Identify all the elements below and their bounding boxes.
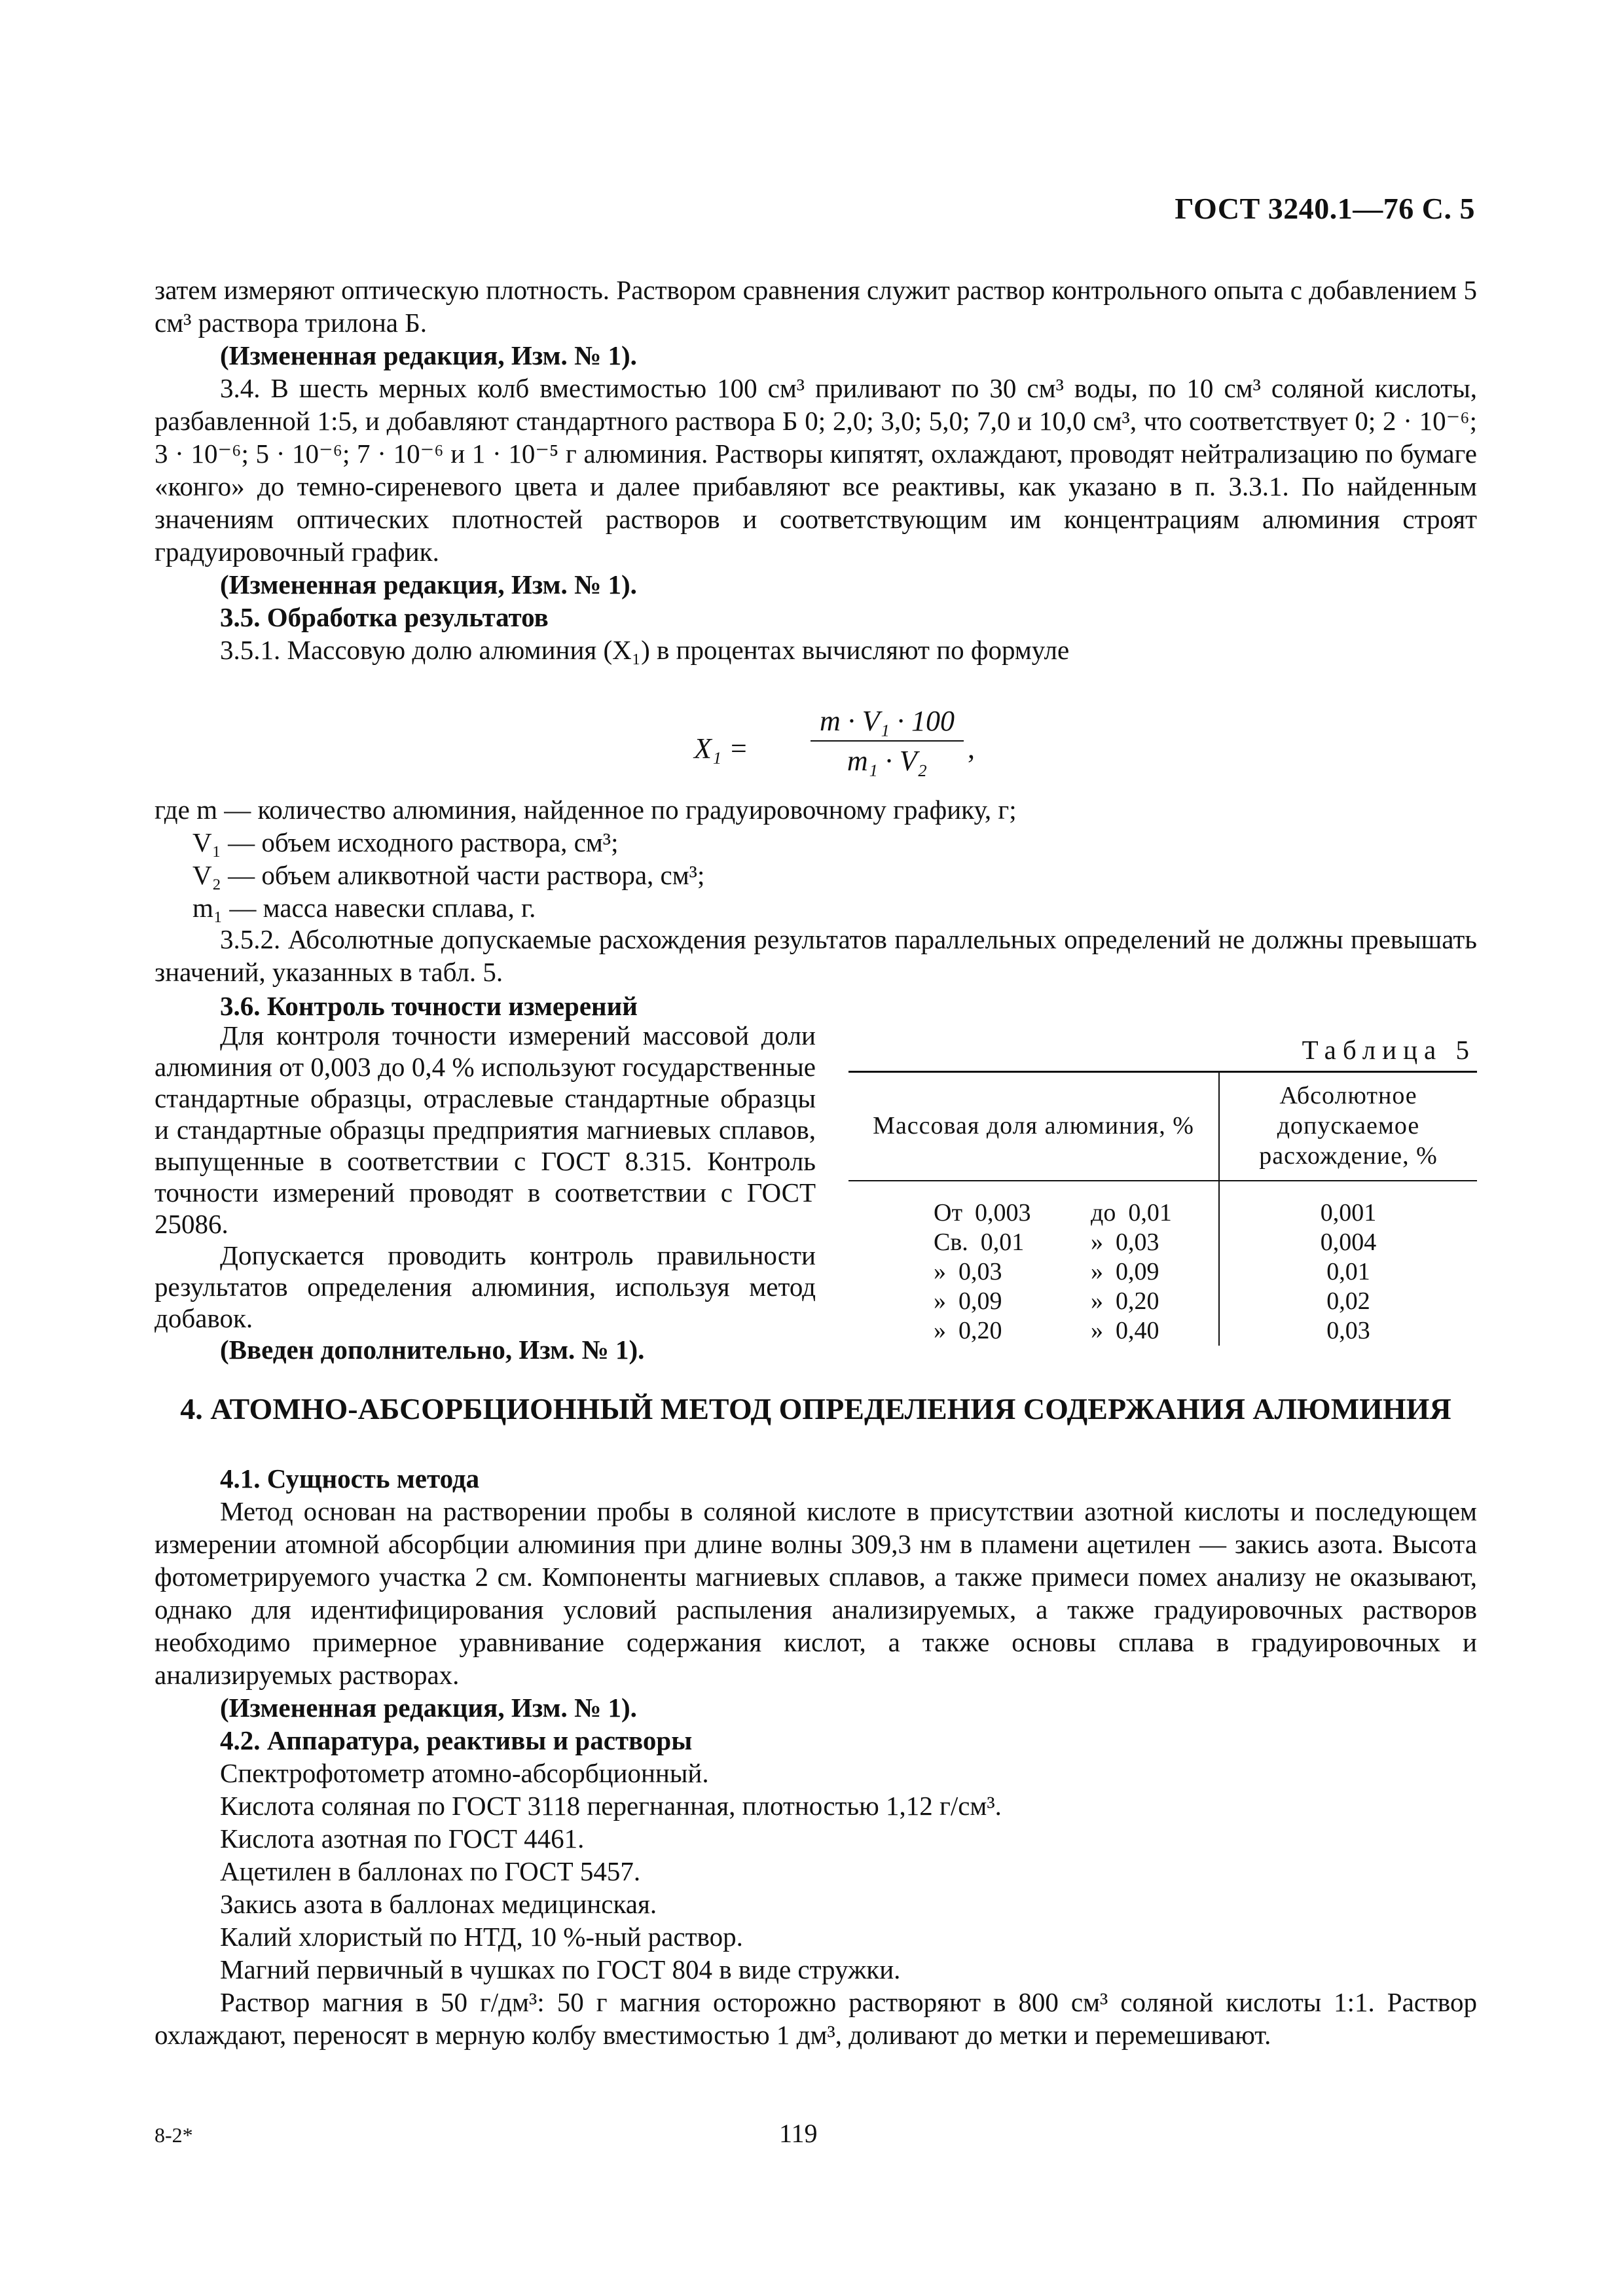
section-4-title: 4. АТОМНО-АБСОРБЦИОННЫЙ МЕТОД ОПРЕДЕЛЕНИЯ СОДЕРЖАНИЯ АЛЮМИНИЯ — [180, 1392, 1451, 1426]
paragraph-3-5-1: 3.5.1. Массовую долю алюминия (X₁) в процентах вычисляют по формуле — [220, 635, 1070, 665]
table-caption: Таблица 5 — [1302, 1035, 1476, 1065]
range-to: до 0,01 — [1091, 1199, 1172, 1227]
table-header-col2: Абсолютное допускаемое расхождение, % — [1219, 1072, 1477, 1181]
table-cell-value: 0,01 — [1326, 1258, 1370, 1285]
paragraph-3-6: Для контроля точности измерений массовой доли алюминия от 0,003 до 0,4 % используют государственные стандартные образцы, отраслевые стандартные образцы и стандартные образцы предприятия магниевых сплавов, выпущенные в соответствии с ГОСТ 8.315. Контроль точности измерений проводят в соответствии с ГОСТ 25086. — [155, 1020, 816, 1239]
range-to: » 0,40 — [1091, 1317, 1159, 1344]
list-item: Калий хлористый по НТД, 10 %-ный раствор. — [220, 1922, 743, 1952]
section-heading-4-2: 4.2. Аппаратура, реактивы и растворы — [220, 1725, 693, 1755]
section-heading-3-5: 3.5. Обработка результатов — [220, 602, 549, 632]
footer-signature-mark: 8-2* — [155, 2123, 193, 2147]
formula-numerator: m · V₁ · 100 — [811, 704, 964, 742]
paragraph-3-5-2: 3.5.2. Абсолютные допускаемые расхождения результатов параллельных определений не должны превышать значений, указанных в табл. 5. — [155, 924, 1477, 987]
formula-tail: , — [968, 732, 975, 764]
list-item: Ацетилен в баллонах по ГОСТ 5457. — [220, 1856, 641, 1886]
list-item: Кислота азотная по ГОСТ 4461. — [220, 1823, 585, 1854]
list-item: Кислота соляная по ГОСТ 3118 перегнанная, плотностью 1,12 г/см³. — [220, 1791, 1002, 1821]
formula-fraction — [811, 704, 964, 778]
legend-line: m₁ — масса навески сплава, г. — [192, 893, 536, 923]
formula-denominator: m₁ · V₂ — [847, 745, 928, 777]
paragraph-4-1: Метод основан на растворении пробы в соляной кислоте в присутствии азотной кислоты и последующем измерении атомной абсорбции алюминия при длине волны 309,3 нм в пламени ацетилен — закись азота. Высота фотометрируемого участка 2 см. Компоненты магниевых сплавов, а также примеси помех анализу не оказывают, однако для идентифицирования условий распыления анализируемых, а также градуировочных растворов необходимо примерное уравнивание содержания кислот, а также основы сплава в градуировочных и анализируемых растворах. — [155, 1496, 1477, 1690]
range-from: От 0,003 — [934, 1199, 1031, 1227]
table-cell-value: 0,001 — [1320, 1199, 1377, 1227]
table-row — [848, 1257, 1477, 1287]
amendment-note: (Измененная редакция, Изм. № 1). — [220, 1693, 637, 1723]
amendment-note: (Введен дополнительно, Изм. № 1). — [220, 1335, 645, 1365]
legend-line: где m — количество алюминия, найденное по градуировочному графику, г; — [155, 795, 1017, 825]
section-heading-4-1: 4.1. Сущность метода — [220, 1463, 480, 1494]
range-from: Св. 0,01 — [934, 1229, 1025, 1256]
paragraph-3-5-2-block — [155, 923, 1477, 988]
section-heading-3-6: 3.6. Контроль точности измерений — [220, 991, 638, 1021]
table-header-col1: Массовая доля алюминия, % — [848, 1072, 1219, 1181]
left-column-text — [155, 1020, 816, 1365]
range-from: » 0,20 — [934, 1317, 1002, 1344]
amendment-note: (Измененная редакция, Изм. № 1). — [220, 569, 637, 600]
paragraph-3-4: 3.4. В шесть мерных колб вместимостью 100 см³ приливают по 30 см³ воды, по 10 см³ соляной кислоты, разбавленной 1:5, и добавляют стандартного раствора Б 0; 2,0; 3,0; 5,0; 7,0 и 10,0 см³, что соответствует 0; 2 · 10⁻⁶; 3 · 10⁻⁶; 5 · 10⁻⁶; 7 · 10⁻⁶ и 1 · 10⁻⁵ г алюминия. Растворы кипятят, охлаждают, проводят нейтрализацию по бумаге «конго» до темно-сиреневого цвета и далее прибавляют все реактивы, как указано в п. 3.3.1. По найденным значениям оптических плотностей растворов и соответствующим им концентрациям алюминия строят градуировочный график. — [155, 373, 1477, 567]
table-cell-value: 0,02 — [1326, 1287, 1370, 1315]
page-number: 119 — [779, 2119, 818, 2148]
table-row — [848, 1287, 1477, 1316]
range-to: » 0,09 — [1091, 1258, 1159, 1285]
range-to: » 0,20 — [1091, 1287, 1159, 1315]
table-row — [848, 1316, 1477, 1346]
table-row — [848, 1181, 1477, 1228]
list-item: Закись азота в баллонах медицинская. — [220, 1889, 657, 1919]
range-to: » 0,03 — [1091, 1229, 1159, 1256]
formula-lhs: X₁ = — [694, 732, 748, 764]
upper-text-block — [155, 274, 1477, 666]
page-header: ГОСТ 3240.1—76 С. 5 — [1175, 192, 1475, 225]
heading-3-6-block — [155, 990, 1477, 1022]
legend-line: V₁ — объем исходного раствора, см³; — [192, 827, 619, 857]
table-cell-value: 0,004 — [1320, 1229, 1377, 1256]
range-from: » 0,03 — [934, 1258, 1002, 1285]
table-cell-value: 0,03 — [1326, 1317, 1370, 1344]
range-from: » 0,09 — [934, 1287, 1002, 1315]
paragraph-intro: затем измеряют оптическую плотность. Раствором сравнения служит раствор контрольного опыта с добавлением 5 см³ раствора трилона Б. — [155, 275, 1477, 338]
paragraph-3-6b: Допускается проводить контроль правильности результатов определения алюминия, используя метод добавок. — [155, 1240, 816, 1333]
list-item: Спектрофотометр атомно-абсорбционный. — [220, 1758, 709, 1788]
formula-legend — [155, 793, 1017, 924]
table-header-row — [848, 1072, 1477, 1181]
table-row — [848, 1228, 1477, 1257]
amendment-note: (Измененная редакция, Изм. № 1). — [220, 340, 637, 370]
section-4-text — [155, 1462, 1477, 2051]
list-item: Магний первичный в чушках по ГОСТ 804 в виде стружки. — [220, 1954, 901, 1984]
table-5 — [848, 1071, 1477, 1346]
paragraph-magnesium-solution: Раствор магния в 50 г/дм³: 50 г магния осторожно растворяют в 800 см³ соляной кислоты 1:1. Раствор охлаждают, переносят в мерную колбу вместимостью 1 дм³, доливают до метки и перемешивают. — [155, 1987, 1477, 2050]
legend-line: V₂ — объем аликвотной части раствора, см³; — [192, 860, 705, 890]
